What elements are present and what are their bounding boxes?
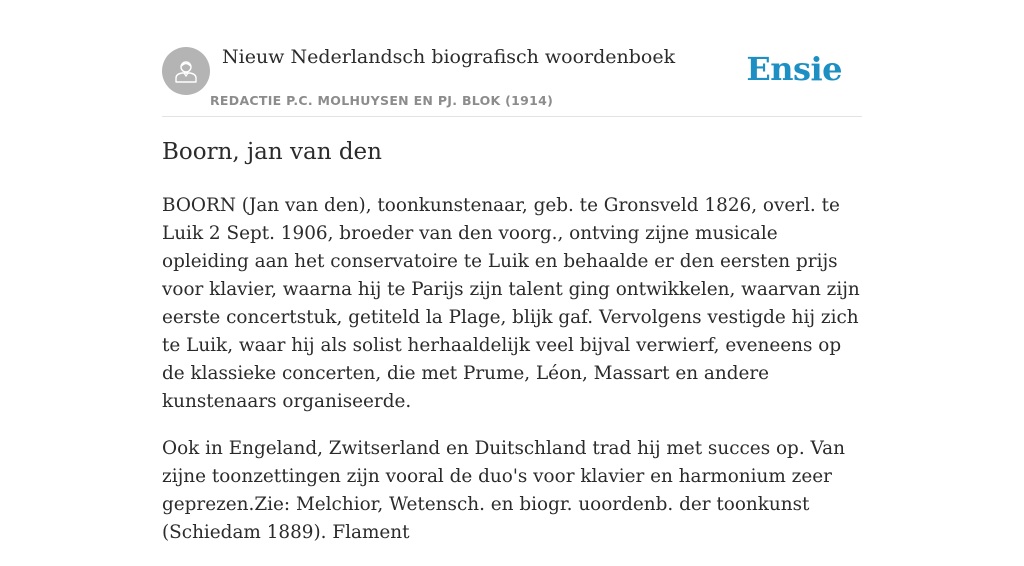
avatar[interactable] <box>162 47 210 95</box>
source-title[interactable]: Nieuw Nederlandsch biografisch woordenboek <box>222 46 676 68</box>
entry-body <box>162 192 862 566</box>
entry-title: Boorn, jan van den <box>162 139 382 165</box>
source-header <box>162 40 862 117</box>
entry-paragraph: BOORN (Jan van den), toonkunstenaar, geb. te Gronsveld 1826, overl. te Luik 2 Sept. 1906, broeder van den voorg., ontving zijne musicale opleiding aan het conservatoire te Luik en behaalde er den eersten prijs voor klavier, waarna hij te Parijs zijn talent ging ontwikkelen, waarvan zijn eerste concertstuk, getiteld la Plage, blijk gaf. Vervolgens vestigde hij zich te Luik, waar hij als solist herhaaldelijk veel bijval verwierf, eveneens op de klassieke concerten, die met Prume, Léon, Massart en andere kunstenaars organiseerde. <box>162 195 860 412</box>
ensie-logo[interactable]: Ensie <box>746 50 842 88</box>
source-editors: REDACTIE P.C. MOLHUYSEN EN PJ. BLOK (1914) <box>210 93 554 108</box>
user-icon <box>172 57 200 85</box>
entry-paragraph: Ook in Engeland, Zwitserland en Duitschland trad hij met succes op. Van zijne toonzettingen zijn vooral de duo's voor klavier en harmonium zeer geprezen.Zie: Melchior, Wetensch. en biogr. uoordenb. der toonkunst (Schiedam 1889). Flament <box>162 438 845 543</box>
